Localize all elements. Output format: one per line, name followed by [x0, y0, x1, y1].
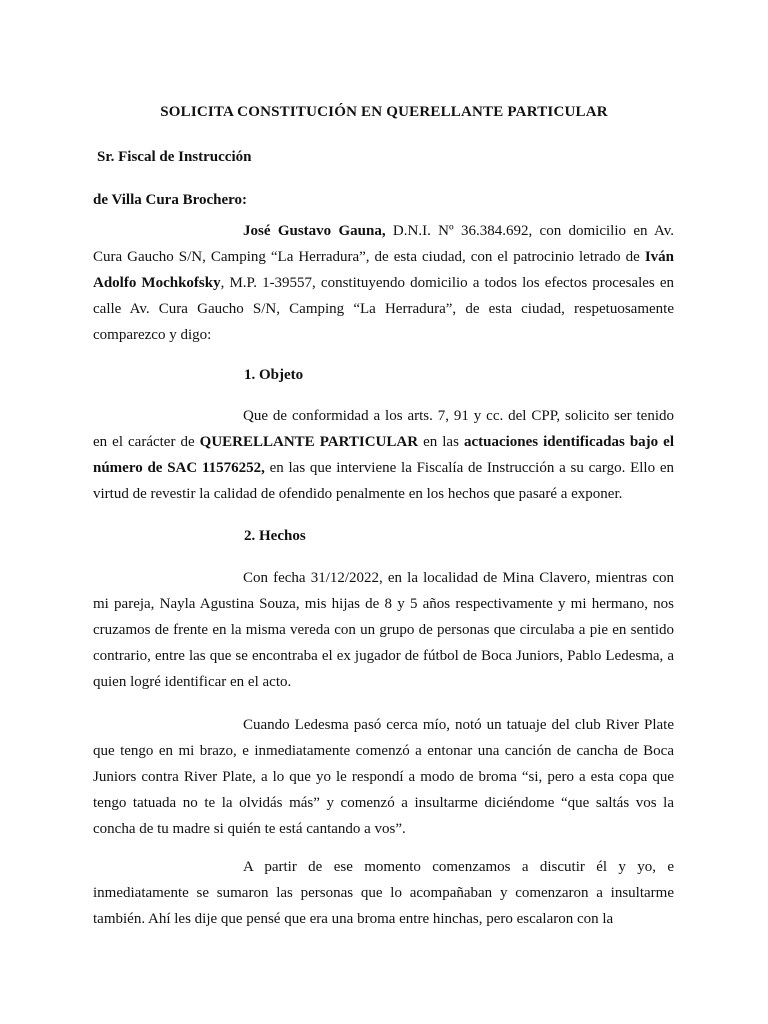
- section-1-text-3: en las que interviene la Fiscalía de Instrucción a su cargo. Ello en virtud de revestir la calidad de ofendido penalmente en los hechos que pasaré a exponer.: [93, 460, 674, 502]
- facts-text-3: A partir de ese momento comenzamos a discutir él y yo, e inmediatamente se sumaron las personas que lo acompañaban y comenzaron a insultarme también. Ahí les dije que pensé que era una broma entre hinchas, pero escalaron con la: [93, 859, 674, 927]
- document-title: SOLICITA CONSTITUCIÓN EN QUERELLANTE PARTICULAR: [160, 104, 608, 120]
- facts-text-1: Con fecha 31/12/2022, en la localidad de Mina Clavero, mientras con mi pareja, Nayla Agustina Souza, mis hijas de 8 y 5 años respectivamente y mi hermano, nos cruzamos de frente en la misma vereda con un grupo de personas que circulaba a pie en sentido contrario, entre las que se encontraba el ex jugador de fútbol de Boca Juniors, Pablo Ledesma, a quien logré identificar en el acto.: [93, 570, 674, 690]
- section-1-heading: 1. Objeto: [244, 367, 304, 383]
- lawyer-name: Iván Adolfo Mochkofsky: [93, 249, 674, 291]
- intro-text-1: D.N.I. Nº 36.384.692, con domicilio en Av. Cura Gaucho S/N, Camping “La Herradura”, de esta ciudad, con el patrocinio letrado de: [93, 223, 674, 265]
- querellante-label: QUERELLANTE PARTICULAR: [199, 434, 419, 450]
- section-2-heading: 2. Hechos: [244, 528, 306, 544]
- petitioner-name: José Gustavo Gauna,: [243, 223, 386, 239]
- sac-reference: actuaciones identificadas bajo el número de SAC 11576252,: [93, 434, 674, 476]
- section-1-text-1: Que de conformidad a los arts. 7, 91 y cc. del CPP, solicito ser tenido en el carácter de: [93, 408, 674, 450]
- section-1-text-2: en las: [418, 434, 464, 450]
- intro-paragraph: [93, 218, 674, 348]
- facts-paragraph-1: [93, 565, 674, 695]
- addressee-line-1: Sr. Fiscal de Instrucción: [97, 149, 252, 165]
- facts-paragraph-2: [93, 712, 674, 842]
- addressee-line-2: de Villa Cura Brochero:: [93, 192, 248, 208]
- intro-text-2: , M.P. 1-39557, constituyendo domicilio a todos los efectos procesales en calle Av. Cura Gaucho S/N, Camping “La Herradura”, de esta ciudad, respetuosamente comparezco y digo:: [93, 275, 674, 343]
- facts-paragraph-3: [93, 854, 674, 932]
- section-1-paragraph: [93, 403, 674, 507]
- facts-text-2: Cuando Ledesma pasó cerca mío, notó un tatuaje del club River Plate que tengo en mi brazo, e inmediatamente comenzó a entonar una canción de cancha de Boca Juniors contra River Plate, a lo que yo le respondí a modo de broma “si, pero a esta copa que tengo tatuada no te la olvidás más” y comenzó a insultarme diciéndome “que saltás vos la concha de tu madre si quién te está cantando a vos”.: [93, 717, 674, 837]
